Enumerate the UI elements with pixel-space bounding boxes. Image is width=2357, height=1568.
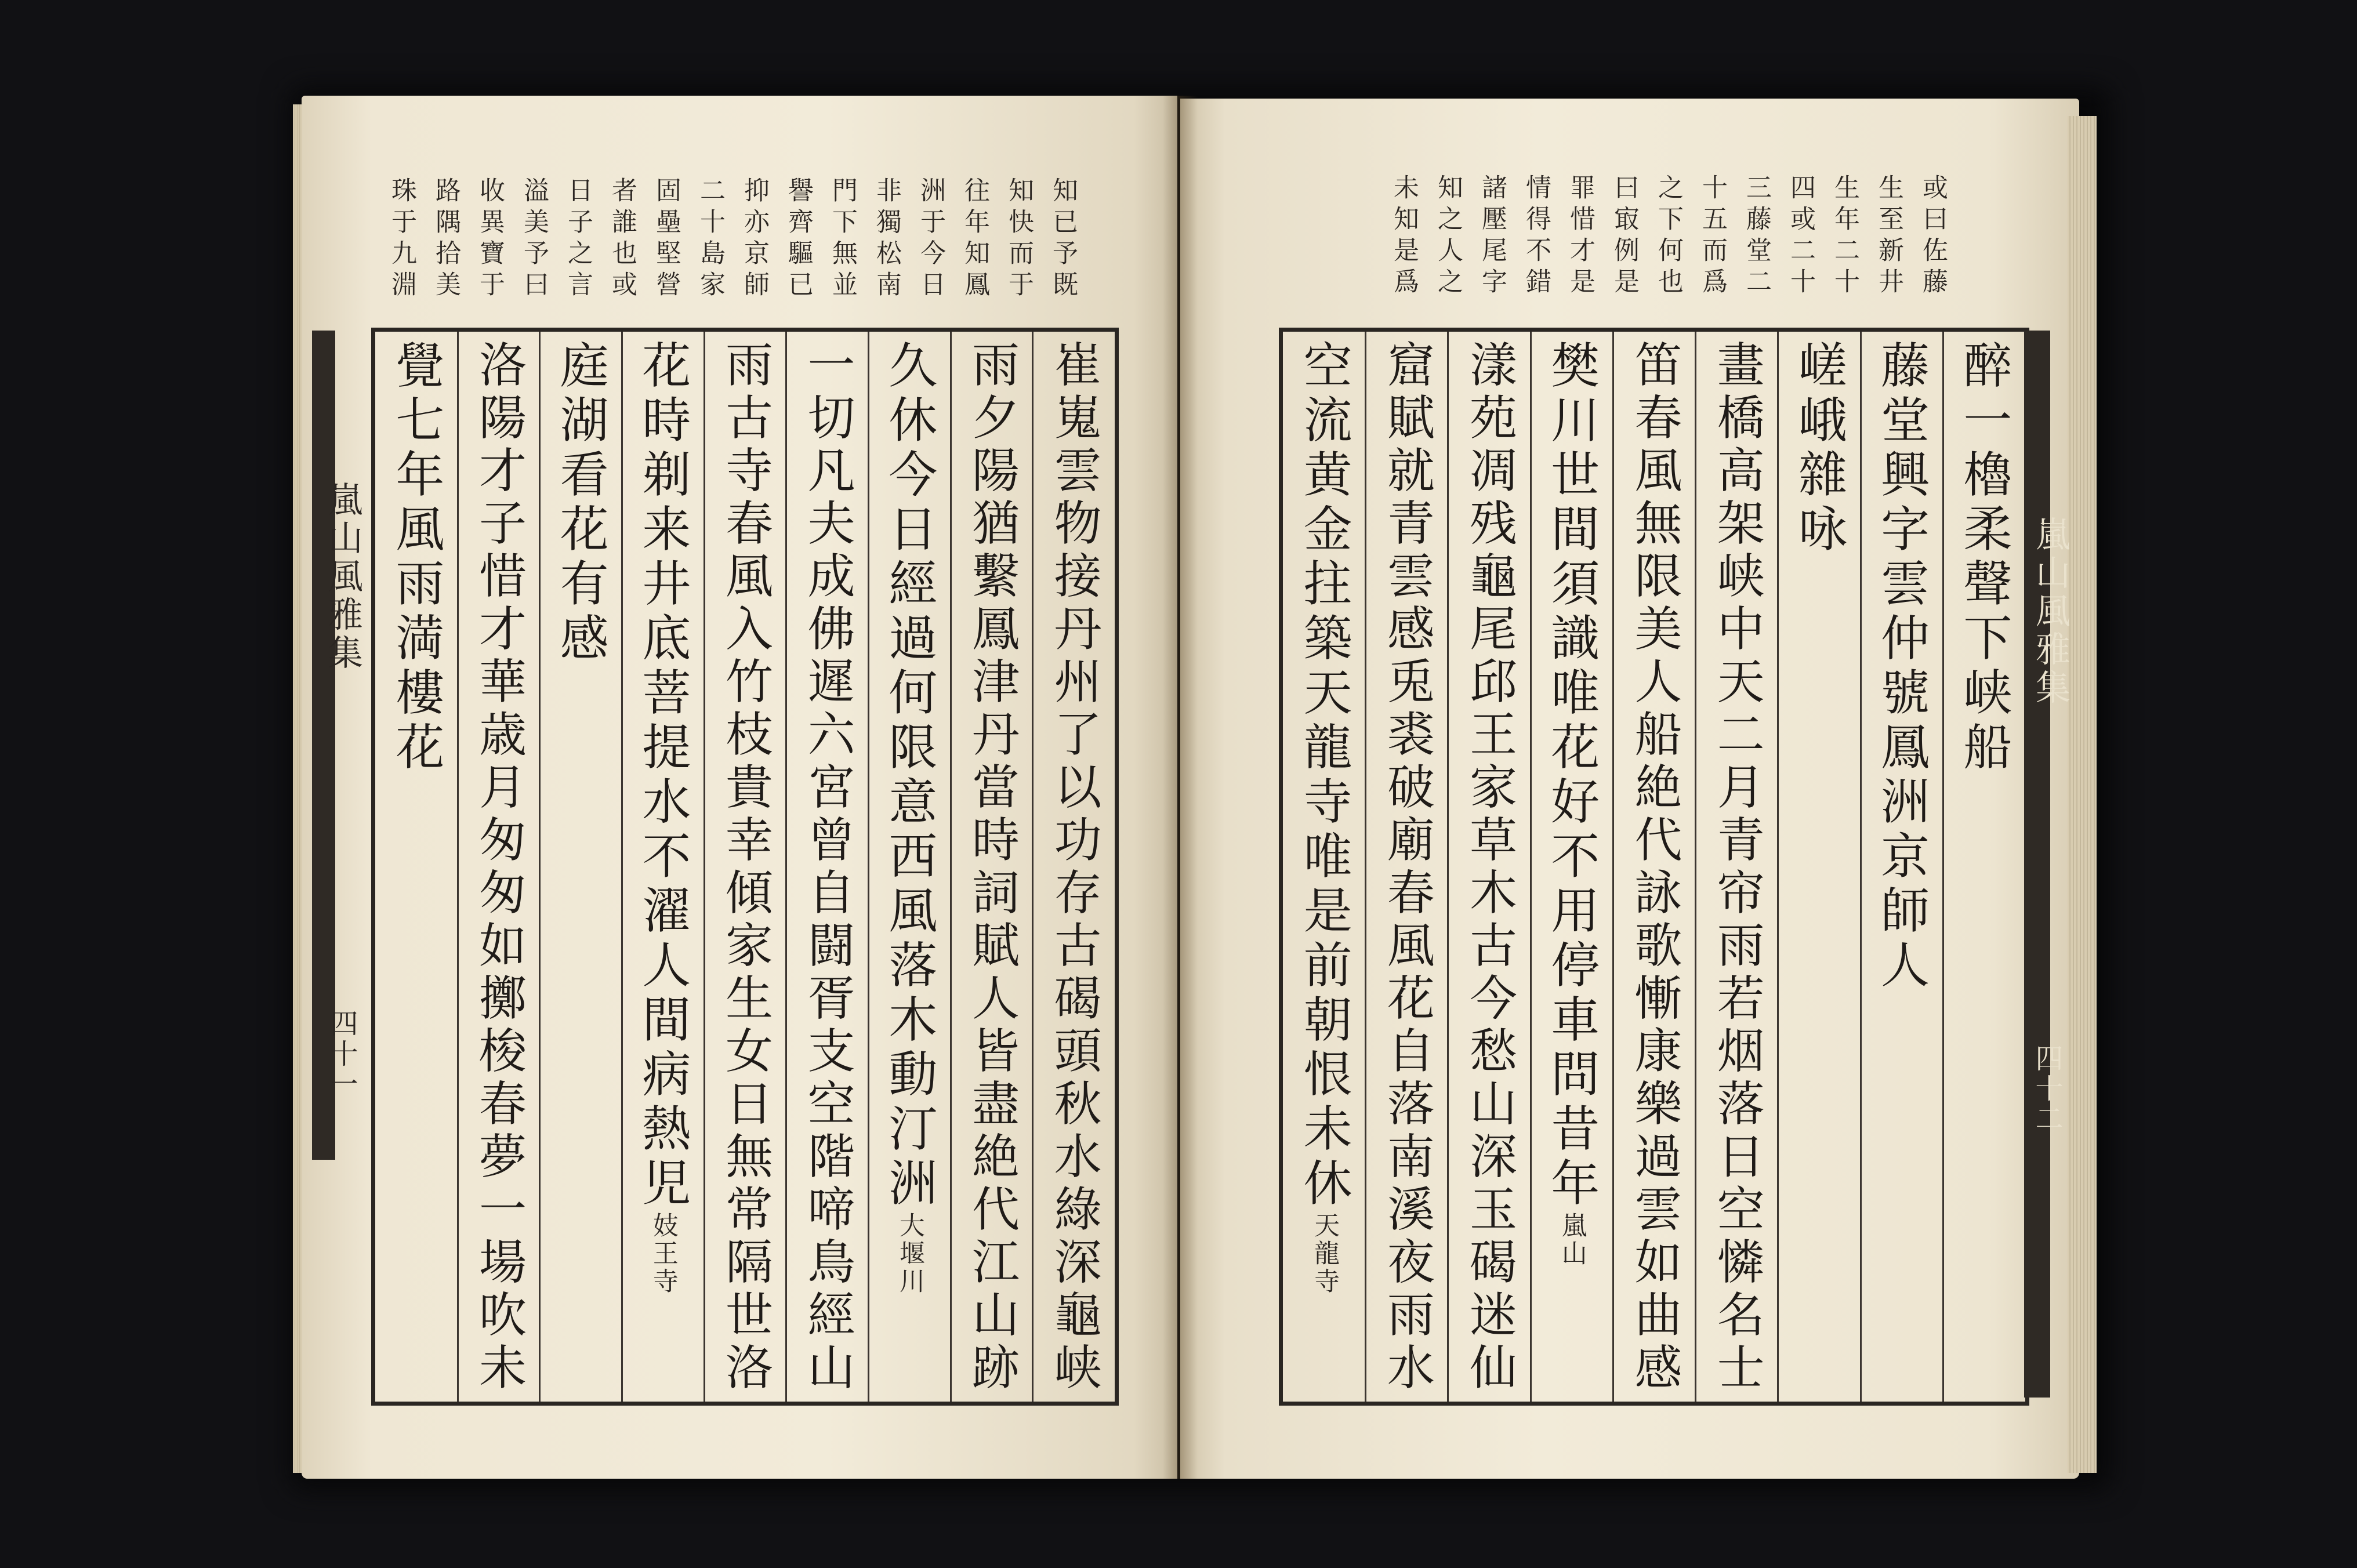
place-note: 大堰川 (894, 1212, 924, 1295)
column-text: 嵯峨雜咏 (1790, 340, 1848, 558)
text-column (786, 332, 868, 1402)
headnote-column: 罪惜才是 (1565, 174, 1595, 299)
headnote-column: 溢美予曰 (519, 177, 549, 302)
headnote-column: 知快而于 (1004, 177, 1034, 302)
headnote-column: 日子之言 (563, 177, 593, 302)
column-text: 覺七年風雨満樓花 (387, 340, 445, 776)
headnote-column: 四或二十 (1786, 174, 1815, 299)
headnote-column: 往年知鳳 (960, 177, 989, 302)
right-text-frame (1279, 328, 2029, 1406)
headnote-column: 之下何也 (1653, 174, 1683, 299)
text-column (1778, 332, 1860, 1402)
text-column (375, 332, 458, 1402)
text-column (1613, 332, 1695, 1402)
column-text: 雨古寺春風入竹枝貴幸傾家生女日無常隔世洛 (717, 340, 773, 1395)
right-margin-bar (2024, 331, 2050, 1398)
text-column (622, 332, 704, 1402)
headnote-column: 生年二十 (1830, 174, 1859, 299)
headnote-column: 抑亦京師 (739, 177, 769, 302)
right-page-edges (2068, 116, 2097, 1473)
place-note: 嵐山 (1557, 1212, 1587, 1268)
text-column (1861, 332, 1943, 1402)
column-text: 庭湖看花有感 (552, 340, 610, 667)
text-column (1531, 332, 1613, 1402)
headnote-column: 曰㝡例是 (1609, 174, 1639, 299)
column-text: 空流黄金拄築天龍寺唯是前朝恨未休 (1296, 340, 1353, 1212)
right-page-number: 四十二 (2030, 1044, 2063, 1134)
headnote-column: 生至新井 (1874, 174, 1903, 299)
headnote-column: 情得不錯 (1521, 174, 1551, 299)
text-column (1283, 332, 1365, 1402)
headnote-column: 固壘堅營 (651, 177, 681, 302)
text-column (539, 332, 622, 1402)
left-side-title: 嵐山風雅集 (322, 481, 363, 673)
headnote-column: 者誰也或 (607, 177, 637, 302)
headnote-column: 二十島家 (695, 177, 725, 302)
left-text-frame (371, 328, 1119, 1406)
text-column (868, 332, 951, 1402)
headnote-column: 收異寶于 (475, 177, 505, 302)
headnote-column: 十五而爲 (1698, 174, 1727, 299)
column-text: 畫橋高架峡中天二月青帘雨若烟落日空憐名士 (1709, 340, 1765, 1395)
column-text: 雨夕陽猶繫鳳津丹當時詞賦人皆盡絶代江山跡 (964, 340, 1020, 1395)
text-column (951, 332, 1033, 1402)
book-gutter (1163, 96, 1198, 1479)
right-side-title: 嵐山風雅集 (2030, 516, 2070, 707)
text-column (1943, 332, 2025, 1402)
column-text: 醉一櫓柔聲下峡船 (1955, 340, 2012, 776)
text-column (1365, 332, 1448, 1402)
headnote-column: 諸壓尾字 (1477, 174, 1507, 299)
column-text: 洛陽才子惜才華歳月匆匆如擲梭春夢一場吹未 (471, 340, 527, 1395)
text-column (704, 332, 786, 1402)
column-text: 藤堂興字雲仲號鳳洲京師人 (1873, 340, 1930, 994)
headnote-column: 譽齊驅已 (784, 177, 813, 302)
column-text: 花時剃来井底菩提水不濯人間病熱児 (634, 340, 691, 1212)
column-text: 久休今日經過何限意西風落木動汀洲 (880, 340, 938, 1212)
place-note: 妓王寺 (648, 1212, 678, 1295)
text-column (1448, 332, 1530, 1402)
headnote-column: 或曰佐藤 (1918, 174, 1948, 299)
column-text: 笛春風無限美人船絶代詠歌慚康樂過雲如曲感 (1626, 340, 1682, 1395)
place-note: 天龍寺 (1310, 1212, 1340, 1295)
headnote-column: 未知是爲 (1389, 174, 1419, 299)
headnote-column: 路隅拾美 (431, 177, 460, 302)
column-text: 樊川世間須識唯花好不用停車問昔年 (1543, 340, 1600, 1212)
column-text: 一切凡夫成佛遲六宮曾自闘胥支空階啼鳥經山 (800, 340, 855, 1395)
headnote-column: 洲于今日 (916, 177, 945, 302)
headnote-column: 知已予既 (1048, 177, 1078, 302)
left-page-number: 四十一 (325, 1009, 358, 1099)
column-text: 漾苑凋残龜尾邱王家草木古今愁山深玉碣迷仙 (1462, 340, 1517, 1395)
column-text: 窟賦就青雲感兎裘破廟春風花自落南溪夜雨水 (1379, 340, 1435, 1395)
text-column (1032, 332, 1115, 1402)
column-text: 崔嵬雲物接丹州了以功存古碣頭秋水綠深龜峡 (1046, 340, 1102, 1395)
headnote-column: 三藤堂二 (1742, 174, 1771, 299)
text-column (1695, 332, 1778, 1402)
headnote-column: 知之人之 (1433, 174, 1463, 299)
headnote-column: 珠于九淵 (387, 177, 416, 302)
headnote-column: 門下無並 (828, 177, 857, 302)
headnote-column: 非獨松南 (872, 177, 901, 302)
text-column (458, 332, 540, 1402)
